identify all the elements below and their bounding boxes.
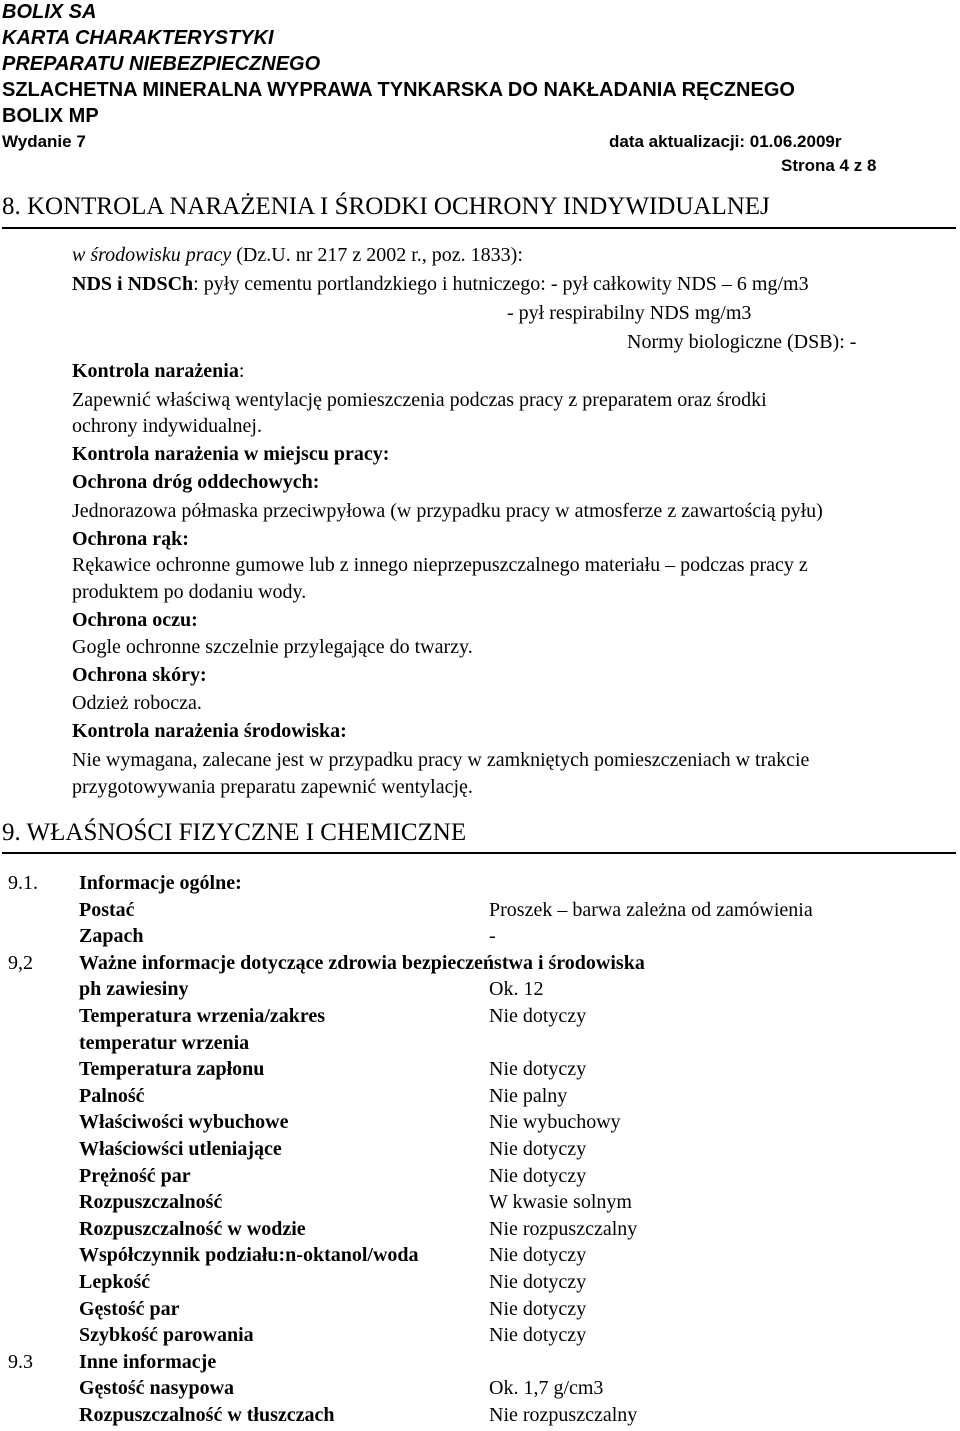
hazard-class: PREPARATU NIEBEZPIECZNEGO (2, 53, 321, 75)
hands-text-1: Rękawice ochronne gumowe lub z innego nieprzepuszczalnego materiału – podczas pracy z (72, 554, 808, 576)
exposure-control-heading: Kontrola narażenia: (72, 360, 245, 382)
property-value: Nie rozpuszczalny (489, 1404, 638, 1426)
property-value: Nie dotyczy (489, 1058, 587, 1080)
company-name: BOLIX SA (2, 1, 97, 23)
property-value: Nie dotyczy (489, 1324, 587, 1346)
property-label: Lepkość (79, 1271, 151, 1293)
property-label: Inne informacje (79, 1351, 217, 1373)
row-number: 9,2 (8, 952, 33, 974)
bio-norms-line: Normy biologiczne (DSB): - (627, 331, 857, 353)
respiratory-heading: Ochrona dróg oddechowych: (72, 471, 320, 493)
property-label: Temperatura zapłonu (79, 1058, 265, 1080)
property-value: Ok. 12 (489, 978, 544, 1000)
exposure-control-text-2: ochrony indywidualnej. (72, 415, 262, 437)
property-value: Nie dotyczy (489, 1138, 587, 1160)
property-label: Postać (79, 899, 135, 921)
eyes-heading: Ochrona oczu: (72, 609, 198, 631)
property-value: Nie dotyczy (489, 1005, 587, 1027)
property-value: Nie dotyczy (489, 1244, 587, 1266)
respirable-line: - pył respirabilny NDS mg/m3 (507, 302, 752, 324)
property-value: Nie palny (489, 1085, 568, 1107)
env-control-text-2: przygotowywania preparatu zapewnić wentylację. (72, 776, 473, 798)
property-value: Nie wybuchowy (489, 1111, 621, 1133)
property-label: Temperatura wrzenia/zakres (79, 1005, 326, 1027)
property-label: Właściwości wybuchowe (79, 1111, 289, 1133)
section-9-title: 9. WŁAŚNOŚCI FIZYCZNE I CHEMICZNE (2, 819, 467, 846)
property-label: temperatur wrzenia (79, 1032, 250, 1054)
exposure-control-text-1: Zapewnić właściwą wentylację pomieszczenia podczas pracy z preparatem oraz środki (72, 389, 767, 411)
row-number: 9.1. (8, 872, 38, 894)
eyes-text: Gogle ochronne szczelnie przylegające do twarzy. (72, 636, 473, 658)
property-value: - (489, 925, 496, 947)
property-value: Nie dotyczy (489, 1271, 587, 1293)
property-value: Nie rozpuszczalny (489, 1218, 638, 1240)
property-label: Gęstość par (79, 1298, 180, 1320)
property-label: Zapach (79, 925, 144, 947)
property-label: Gęstość nasypowa (79, 1377, 235, 1399)
section-8-rule (2, 227, 956, 229)
skin-heading: Ochrona skóry: (72, 664, 207, 686)
property-label: Informacje ogólne: (79, 872, 242, 894)
hands-text-2: produktem po dodaniu wody. (72, 581, 307, 603)
property-label: Ważne informacje dotyczące zdrowia bezpieczeństwa i środowiska (79, 952, 645, 974)
property-label: ph zawiesiny (79, 978, 189, 1000)
update-date: data aktualizacji: 01.06.2009r (609, 132, 842, 151)
workplace-control-heading: Kontrola narażenia w miejscu pracy: (72, 443, 390, 465)
skin-text: Odzież robocza. (72, 692, 202, 714)
section-9-rule (2, 852, 956, 854)
document-type: KARTA CHARAKTERYSTYKI (2, 27, 274, 49)
respiratory-text: Jednorazowa półmaska przeciwpyłowa (w przypadku pracy w atmosferze z zawartością pyłu) (72, 500, 823, 522)
product-code: BOLIX MP (2, 105, 99, 127)
env-work-line: w środowisku pracy (Dz.U. nr 217 z 2002 r., poz. 1833): (72, 244, 523, 266)
page-number: Strona 4 z 8 (781, 156, 877, 175)
section-8-title: 8. KONTROLA NARAŻENIA I ŚRODKI OCHRONY INDYWIDUALNEJ (2, 193, 770, 220)
property-label: Palność (79, 1085, 145, 1107)
property-label: Współczynnik podziału:n-oktanol/woda (79, 1244, 419, 1266)
product-name: SZLACHETNA MINERALNA WYPRAWA TYNKARSKA DO NAKŁADANIA RĘCZNEGO (2, 79, 795, 101)
property-label: Szybkość parowania (79, 1324, 254, 1346)
property-value: W kwasie solnym (489, 1191, 632, 1213)
property-value: Nie dotyczy (489, 1165, 587, 1187)
property-label: Rozpuszczalność (79, 1191, 223, 1213)
env-control-heading: Kontrola narażenia środowiska: (72, 720, 347, 742)
env-control-text-1: Nie wymagana, zalecane jest w przypadku pracy w zamkniętych pomieszczeniach w trakcie (72, 749, 810, 771)
property-value: Proszek – barwa zależna od zamówienia (489, 899, 813, 921)
nds-line: NDS i NDSCh: pyły cementu portlandzkiego i hutniczego: - pył całkowity NDS – 6 mg/m3 (72, 273, 809, 295)
property-label: Rozpuszczalność w tłuszczach (79, 1404, 335, 1426)
property-label: Właściowści utleniające (79, 1138, 282, 1160)
hands-heading: Ochrona rąk: (72, 528, 189, 550)
row-number: 9.3 (8, 1351, 33, 1373)
property-label: Prężność par (79, 1165, 191, 1187)
property-value: Nie dotyczy (489, 1298, 587, 1320)
edition: Wydanie 7 (2, 132, 86, 151)
property-value: Ok. 1,7 g/cm3 (489, 1377, 604, 1399)
property-label: Rozpuszczalność w wodzie (79, 1218, 306, 1240)
